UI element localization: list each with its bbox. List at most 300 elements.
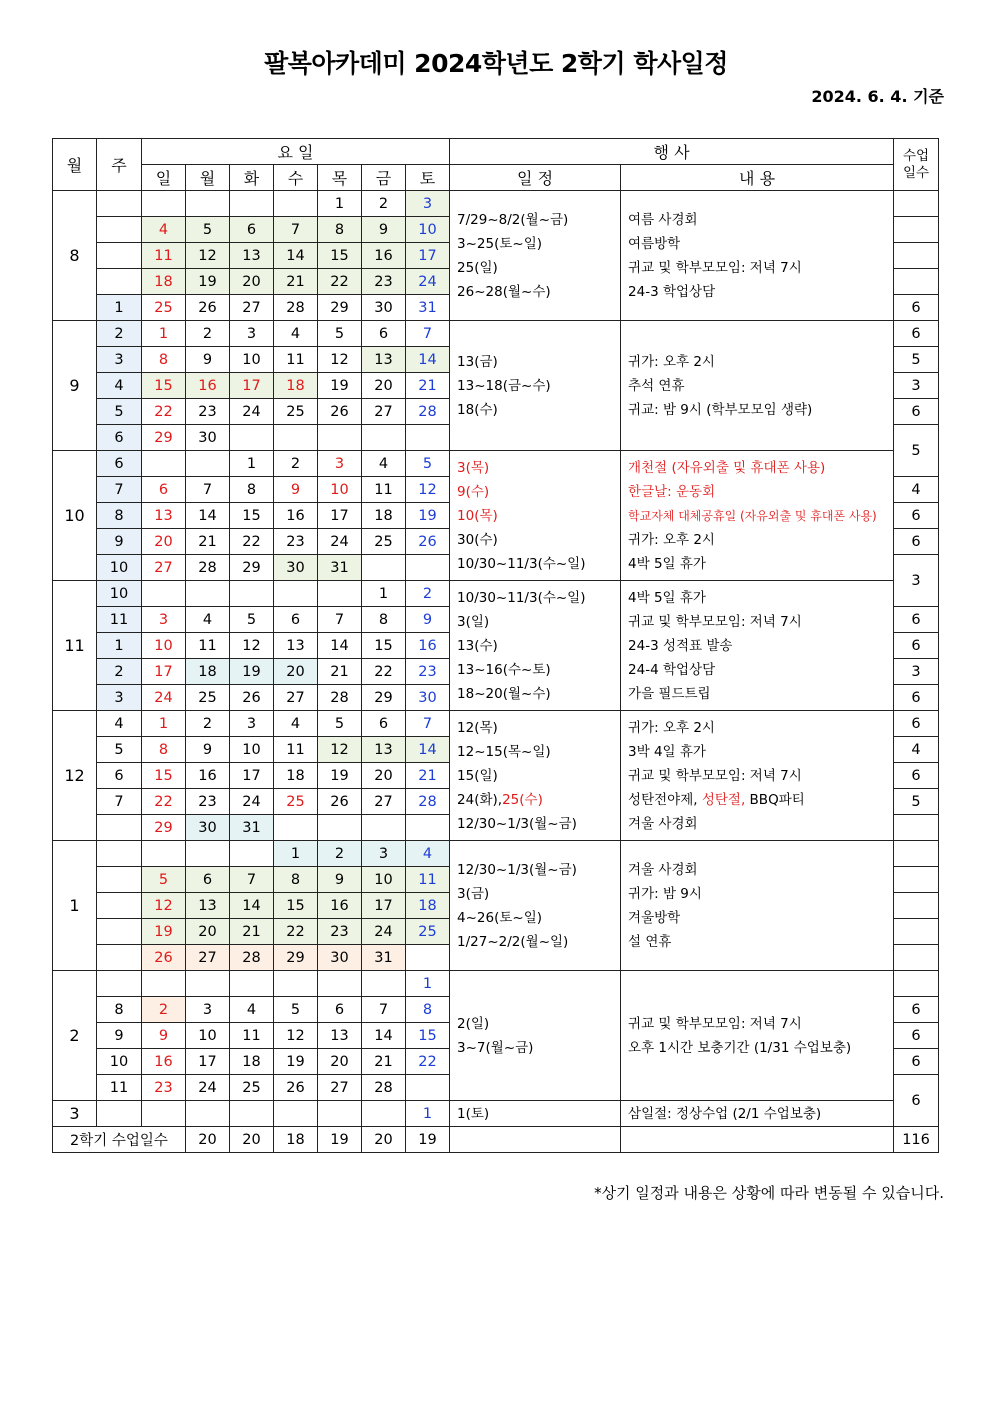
event-date bbox=[457, 256, 616, 280]
week-number bbox=[97, 867, 142, 893]
weekday-header: 목 bbox=[318, 165, 362, 191]
day-cell bbox=[230, 581, 274, 607]
event-contents bbox=[621, 581, 894, 711]
day-cell bbox=[362, 1101, 406, 1127]
event-content-text: 겨울 사경회 bbox=[628, 815, 698, 832]
day-cell: 26 bbox=[230, 685, 274, 711]
month-label: 2 bbox=[53, 971, 97, 1101]
day-cell: 24 bbox=[362, 919, 406, 945]
day-cell: 23 bbox=[142, 1075, 186, 1101]
day-cell: 13 bbox=[142, 503, 186, 529]
day-cell: 1 bbox=[318, 191, 362, 217]
day-cell: 22 bbox=[142, 399, 186, 425]
classdays-cell: 6 bbox=[894, 633, 939, 659]
event-content-text: 귀가: 오후 2시 bbox=[628, 353, 715, 370]
day-cell: 17 bbox=[318, 503, 362, 529]
day-cell: 27 bbox=[142, 555, 186, 581]
week-number bbox=[97, 893, 142, 919]
classdays-cell: 6 bbox=[894, 997, 939, 1023]
event-date-text: 12/30~1/3(월~금) bbox=[457, 861, 577, 878]
day-cell: 5 bbox=[318, 321, 362, 347]
event-date bbox=[457, 682, 616, 706]
classdays-cell: 6 bbox=[894, 1049, 939, 1075]
event-date-text: 9(수) bbox=[457, 483, 490, 500]
classdays-cell: 5 bbox=[894, 789, 939, 815]
day-cell: 1 bbox=[142, 321, 186, 347]
day-cell: 12 bbox=[230, 633, 274, 659]
day-cell: 30 bbox=[186, 425, 230, 451]
event-content-text: 귀가: 오후 2시 bbox=[628, 719, 715, 736]
event-dates bbox=[450, 711, 621, 841]
month-label: 1 bbox=[53, 841, 97, 971]
classdays-cell: 6 bbox=[894, 529, 939, 555]
event-content bbox=[628, 788, 889, 812]
day-cell: 18 bbox=[362, 503, 406, 529]
classdays-cell: 6 bbox=[894, 503, 939, 529]
day-cell: 27 bbox=[362, 399, 406, 425]
week-number: 2 bbox=[97, 659, 142, 685]
day-cell: 12 bbox=[318, 737, 362, 763]
day-cell: 29 bbox=[230, 555, 274, 581]
day-cell: 10 bbox=[230, 737, 274, 763]
day-cell bbox=[274, 425, 318, 451]
day-cell: 13 bbox=[362, 347, 406, 373]
day-cell: 11 bbox=[142, 243, 186, 269]
day-cell: 29 bbox=[362, 685, 406, 711]
totals-value: 19 bbox=[406, 1127, 450, 1153]
weekday-header: 월 bbox=[186, 165, 230, 191]
week-row bbox=[53, 191, 939, 217]
week-number: 2 bbox=[97, 321, 142, 347]
day-cell bbox=[318, 425, 362, 451]
day-cell: 16 bbox=[362, 243, 406, 269]
event-date-text: 18(수) bbox=[457, 401, 498, 418]
day-cell: 20 bbox=[230, 269, 274, 295]
event-date-text: 3(금) bbox=[457, 885, 490, 902]
event-date bbox=[457, 528, 616, 552]
classdays-cell: 3 bbox=[894, 555, 939, 607]
day-cell: 17 bbox=[406, 243, 450, 269]
day-cell: 13 bbox=[362, 737, 406, 763]
totals-value: 20 bbox=[186, 1127, 230, 1153]
event-content-text: 귀교: 밤 9시 (학부모모임 생략) bbox=[628, 401, 813, 418]
day-cell: 10 bbox=[318, 477, 362, 503]
day-cell: 28 bbox=[230, 945, 274, 971]
event-date-text: 12(목) bbox=[457, 719, 498, 736]
day-cell: 21 bbox=[186, 529, 230, 555]
week-number: 3 bbox=[97, 347, 142, 373]
day-cell bbox=[406, 945, 450, 971]
event-date bbox=[457, 1036, 616, 1060]
day-cell: 6 bbox=[274, 607, 318, 633]
day-cell: 3 bbox=[230, 711, 274, 737]
day-cell bbox=[186, 971, 230, 997]
day-cell: 1 bbox=[406, 1101, 450, 1127]
classdays-cell: 4 bbox=[894, 737, 939, 763]
day-cell: 23 bbox=[186, 789, 230, 815]
event-content bbox=[628, 552, 889, 576]
classdays-cell: 4 bbox=[894, 477, 939, 503]
day-cell bbox=[274, 581, 318, 607]
totals-blank bbox=[621, 1127, 894, 1153]
event-date-text: 7/29~8/2(월~금) bbox=[457, 211, 569, 228]
day-cell: 16 bbox=[142, 1049, 186, 1075]
day-cell: 5 bbox=[186, 217, 230, 243]
day-cell: 30 bbox=[406, 685, 450, 711]
event-date-text: 13~16(수~토) bbox=[457, 661, 551, 678]
classdays-cell bbox=[894, 971, 939, 997]
day-cell: 12 bbox=[186, 243, 230, 269]
day-cell bbox=[230, 971, 274, 997]
day-cell: 18 bbox=[274, 763, 318, 789]
event-dates bbox=[450, 451, 621, 581]
day-cell: 31 bbox=[318, 555, 362, 581]
day-cell: 9 bbox=[186, 737, 230, 763]
day-cell: 4 bbox=[274, 711, 318, 737]
day-cell: 21 bbox=[318, 659, 362, 685]
week-number bbox=[97, 919, 142, 945]
day-cell: 20 bbox=[142, 529, 186, 555]
event-content bbox=[628, 858, 889, 882]
classdays-cell: 3 bbox=[894, 659, 939, 685]
week-number: 10 bbox=[97, 1049, 142, 1075]
day-cell: 26 bbox=[274, 1075, 318, 1101]
day-cell: 21 bbox=[362, 1049, 406, 1075]
day-cell bbox=[362, 971, 406, 997]
day-cell: 9 bbox=[274, 477, 318, 503]
day-cell: 10 bbox=[230, 347, 274, 373]
day-cell: 10 bbox=[142, 633, 186, 659]
day-cell bbox=[142, 581, 186, 607]
day-cell: 23 bbox=[186, 399, 230, 425]
day-cell: 18 bbox=[142, 269, 186, 295]
day-cell bbox=[406, 1075, 450, 1101]
day-cell: 2 bbox=[186, 711, 230, 737]
classdays-cell bbox=[894, 919, 939, 945]
event-date bbox=[457, 374, 616, 398]
day-cell: 2 bbox=[186, 321, 230, 347]
event-contents bbox=[621, 451, 894, 581]
day-cell: 19 bbox=[230, 659, 274, 685]
day-cell: 17 bbox=[142, 659, 186, 685]
event-content bbox=[628, 658, 889, 682]
day-cell: 25 bbox=[274, 789, 318, 815]
week-number bbox=[97, 243, 142, 269]
classdays-header-line1: 수업 bbox=[902, 147, 930, 164]
day-cell: 3 bbox=[318, 451, 362, 477]
day-cell: 12 bbox=[318, 347, 362, 373]
event-content-text: 24-3 성적표 발송 bbox=[628, 637, 733, 654]
day-cell: 31 bbox=[362, 945, 406, 971]
day-cell: 8 bbox=[142, 347, 186, 373]
day-cell: 17 bbox=[362, 893, 406, 919]
event-content-text: 오후 1시간 보충기간 (1/31 수업보충) bbox=[628, 1039, 852, 1056]
day-cell: 13 bbox=[318, 1023, 362, 1049]
day-cell: 13 bbox=[186, 893, 230, 919]
day-cell: 8 bbox=[274, 867, 318, 893]
event-date bbox=[457, 788, 616, 812]
totals-value: 18 bbox=[274, 1127, 318, 1153]
day-cell: 6 bbox=[362, 321, 406, 347]
day-cell: 3 bbox=[142, 607, 186, 633]
event-date-text: 10/30~11/3(수~일) bbox=[457, 589, 586, 606]
event-content bbox=[628, 528, 889, 552]
day-cell: 16 bbox=[186, 373, 230, 399]
day-cell: 28 bbox=[274, 295, 318, 321]
day-cell: 2 bbox=[318, 841, 362, 867]
day-cell bbox=[318, 971, 362, 997]
day-cell bbox=[230, 841, 274, 867]
day-cell: 22 bbox=[406, 1049, 450, 1075]
day-cell bbox=[230, 425, 274, 451]
event-date-text: 3(목) bbox=[457, 459, 490, 476]
event-date-text: 12/30~1/3(월~금) bbox=[457, 815, 577, 832]
event-date-text: 25(일) bbox=[457, 259, 498, 276]
day-cell bbox=[142, 841, 186, 867]
day-cell: 24 bbox=[230, 789, 274, 815]
event-date bbox=[457, 930, 616, 954]
week-number: 4 bbox=[97, 711, 142, 737]
event-content-text: 4박 5일 휴가 bbox=[628, 555, 706, 572]
day-cell: 28 bbox=[362, 1075, 406, 1101]
day-cell: 25 bbox=[230, 1075, 274, 1101]
day-cell: 1 bbox=[230, 451, 274, 477]
classdays-cell bbox=[894, 945, 939, 971]
event-content bbox=[628, 398, 889, 422]
event-content-text: 귀교 및 학부모모임: 저녁 7시 bbox=[628, 613, 802, 630]
classdays-cell bbox=[894, 191, 939, 217]
classdays-cell: 3 bbox=[894, 373, 939, 399]
day-cell: 20 bbox=[274, 659, 318, 685]
event-content bbox=[628, 1012, 889, 1036]
month-label: 12 bbox=[53, 711, 97, 841]
event-date-text: 3~25(토~일) bbox=[457, 235, 543, 252]
classdays-cell bbox=[894, 815, 939, 841]
classdays-cell: 6 bbox=[894, 321, 939, 347]
day-cell: 3 bbox=[362, 841, 406, 867]
event-content-text: 가을 필드트립 bbox=[628, 685, 711, 702]
day-cell: 4 bbox=[186, 607, 230, 633]
day-cell: 13 bbox=[274, 633, 318, 659]
day-cell bbox=[362, 555, 406, 581]
event-content bbox=[628, 232, 889, 256]
day-cell bbox=[406, 815, 450, 841]
day-cell: 30 bbox=[186, 815, 230, 841]
event-content-text: 개천절 (자유외출 및 휴대폰 사용) bbox=[628, 459, 826, 476]
day-cell: 29 bbox=[142, 425, 186, 451]
day-cell bbox=[230, 1101, 274, 1127]
day-cell: 28 bbox=[406, 789, 450, 815]
week-number: 8 bbox=[97, 997, 142, 1023]
month-label: 10 bbox=[53, 451, 97, 581]
totals-label: 2학기 수업일수 bbox=[53, 1127, 186, 1153]
day-cell: 8 bbox=[406, 997, 450, 1023]
week-number: 8 bbox=[97, 503, 142, 529]
event-content-text: 귀교 및 학부모모임: 저녁 7시 bbox=[628, 259, 802, 276]
week-row bbox=[53, 321, 939, 347]
day-cell: 25 bbox=[406, 919, 450, 945]
day-cell: 4 bbox=[406, 841, 450, 867]
event-dates bbox=[450, 321, 621, 451]
page-title: 팔복아카데미 2024학년도 2학기 학사일정 bbox=[264, 49, 728, 78]
day-cell: 24 bbox=[186, 1075, 230, 1101]
day-cell: 6 bbox=[230, 217, 274, 243]
event-content bbox=[628, 1036, 889, 1060]
day-cell: 12 bbox=[406, 477, 450, 503]
day-cell: 6 bbox=[362, 711, 406, 737]
event-dates bbox=[450, 971, 621, 1101]
day-cell: 5 bbox=[406, 451, 450, 477]
day-cell: 1 bbox=[274, 841, 318, 867]
week-number bbox=[97, 815, 142, 841]
week-header: 주 bbox=[97, 139, 142, 191]
event-content bbox=[628, 1102, 889, 1126]
day-cell: 11 bbox=[274, 347, 318, 373]
day-cell: 25 bbox=[142, 295, 186, 321]
event-content bbox=[628, 740, 889, 764]
event-content bbox=[628, 350, 889, 374]
event-content-text: 한글날: 운동회 bbox=[628, 483, 716, 500]
day-cell bbox=[274, 1101, 318, 1127]
day-cell: 14 bbox=[362, 1023, 406, 1049]
day-cell: 16 bbox=[318, 893, 362, 919]
day-cell: 7 bbox=[230, 867, 274, 893]
day-cell: 1 bbox=[142, 711, 186, 737]
event-content bbox=[628, 764, 889, 788]
day-cell: 7 bbox=[274, 217, 318, 243]
day-cell: 17 bbox=[230, 763, 274, 789]
day-cell bbox=[362, 815, 406, 841]
day-cell: 20 bbox=[186, 919, 230, 945]
event-content-text: 귀가: 오후 2시 bbox=[628, 531, 715, 548]
day-cell: 15 bbox=[362, 633, 406, 659]
day-cell: 9 bbox=[186, 347, 230, 373]
event-content bbox=[628, 456, 889, 480]
day-cell: 8 bbox=[362, 607, 406, 633]
day-cell: 23 bbox=[406, 659, 450, 685]
week-row bbox=[53, 451, 939, 477]
day-cell: 2 bbox=[406, 581, 450, 607]
event-dates bbox=[450, 191, 621, 321]
event-date-text: 13(금) bbox=[457, 353, 498, 370]
day-cell: 10 bbox=[362, 867, 406, 893]
day-cell: 23 bbox=[274, 529, 318, 555]
day-cell: 21 bbox=[406, 763, 450, 789]
event-content-text: 겨울방학 bbox=[628, 909, 681, 926]
event-content-red: 성탄절, bbox=[701, 791, 746, 808]
day-cell bbox=[406, 555, 450, 581]
day-cell: 5 bbox=[274, 997, 318, 1023]
day-cell: 20 bbox=[362, 373, 406, 399]
event-content-text: 겨울 사경회 bbox=[628, 861, 698, 878]
day-cell: 19 bbox=[318, 763, 362, 789]
classdays-cell: 6 bbox=[894, 1023, 939, 1049]
day-cell: 14 bbox=[274, 243, 318, 269]
day-cell: 16 bbox=[186, 763, 230, 789]
week-number: 3 bbox=[97, 685, 142, 711]
week-row bbox=[53, 971, 939, 997]
day-cell: 15 bbox=[406, 1023, 450, 1049]
totals-total: 116 bbox=[894, 1127, 939, 1153]
event-contents bbox=[621, 1101, 894, 1127]
day-cell: 19 bbox=[406, 503, 450, 529]
schedule-grid bbox=[52, 138, 939, 1153]
day-cell bbox=[274, 191, 318, 217]
day-cell: 15 bbox=[274, 893, 318, 919]
day-cell: 7 bbox=[362, 997, 406, 1023]
week-number: 7 bbox=[97, 477, 142, 503]
day-cell: 12 bbox=[142, 893, 186, 919]
classdays-cell: 5 bbox=[894, 425, 939, 477]
week-row bbox=[53, 1101, 939, 1127]
event-date-text: 4~26(토~일) bbox=[457, 909, 543, 926]
week-number bbox=[97, 191, 142, 217]
weekday-header: 일 bbox=[142, 165, 186, 191]
event-date bbox=[457, 812, 616, 836]
day-cell: 28 bbox=[318, 685, 362, 711]
week-row bbox=[53, 711, 939, 737]
classdays-cell: 6 bbox=[894, 763, 939, 789]
day-cell: 27 bbox=[318, 1075, 362, 1101]
day-cell: 31 bbox=[406, 295, 450, 321]
week-number: 7 bbox=[97, 789, 142, 815]
event-date-text: 1/27~2/2(월~일) bbox=[457, 933, 569, 950]
month-header: 월 bbox=[53, 139, 97, 191]
week-number: 6 bbox=[97, 451, 142, 477]
day-cell bbox=[362, 425, 406, 451]
day-cell: 13 bbox=[230, 243, 274, 269]
event-date-text: 13~18(금~수) bbox=[457, 377, 551, 394]
event-date-red: 25(수) bbox=[502, 791, 543, 808]
day-cell: 14 bbox=[406, 737, 450, 763]
event-date-text: 3(일) bbox=[457, 613, 490, 630]
event-content bbox=[628, 586, 889, 610]
day-cell: 11 bbox=[230, 1023, 274, 1049]
day-cell: 22 bbox=[142, 789, 186, 815]
event-content-text: 3박 4일 휴가 bbox=[628, 743, 706, 760]
event-date bbox=[457, 740, 616, 764]
basis-date: 2024. 6. 4. 기준 bbox=[811, 87, 944, 106]
week-number bbox=[97, 945, 142, 971]
event-date bbox=[457, 232, 616, 256]
day-cell bbox=[142, 971, 186, 997]
event-date-text: 2(일) bbox=[457, 1015, 490, 1032]
event-date bbox=[457, 456, 616, 480]
event-content bbox=[628, 634, 889, 658]
event-content bbox=[628, 280, 889, 304]
event-content-text: 24-3 학업상담 bbox=[628, 283, 716, 300]
day-cell: 4 bbox=[362, 451, 406, 477]
day-cell: 9 bbox=[362, 217, 406, 243]
classdays-cell: 6 bbox=[894, 607, 939, 633]
event-content bbox=[628, 504, 889, 528]
month-label: 11 bbox=[53, 581, 97, 711]
day-cell: 21 bbox=[406, 373, 450, 399]
event-content bbox=[628, 812, 889, 836]
day-cell: 10 bbox=[186, 1023, 230, 1049]
classdays-cell: 6 bbox=[894, 1075, 939, 1127]
day-cell: 28 bbox=[406, 399, 450, 425]
event-content-text: 삼일절: 정상수업 (2/1 수업보충) bbox=[628, 1105, 822, 1122]
week-number: 5 bbox=[97, 737, 142, 763]
day-cell: 2 bbox=[142, 997, 186, 1023]
week-number bbox=[97, 841, 142, 867]
day-cell: 24 bbox=[318, 529, 362, 555]
day-cell bbox=[186, 191, 230, 217]
event-content bbox=[628, 208, 889, 232]
week-number: 9 bbox=[97, 529, 142, 555]
classdays-cell bbox=[894, 893, 939, 919]
